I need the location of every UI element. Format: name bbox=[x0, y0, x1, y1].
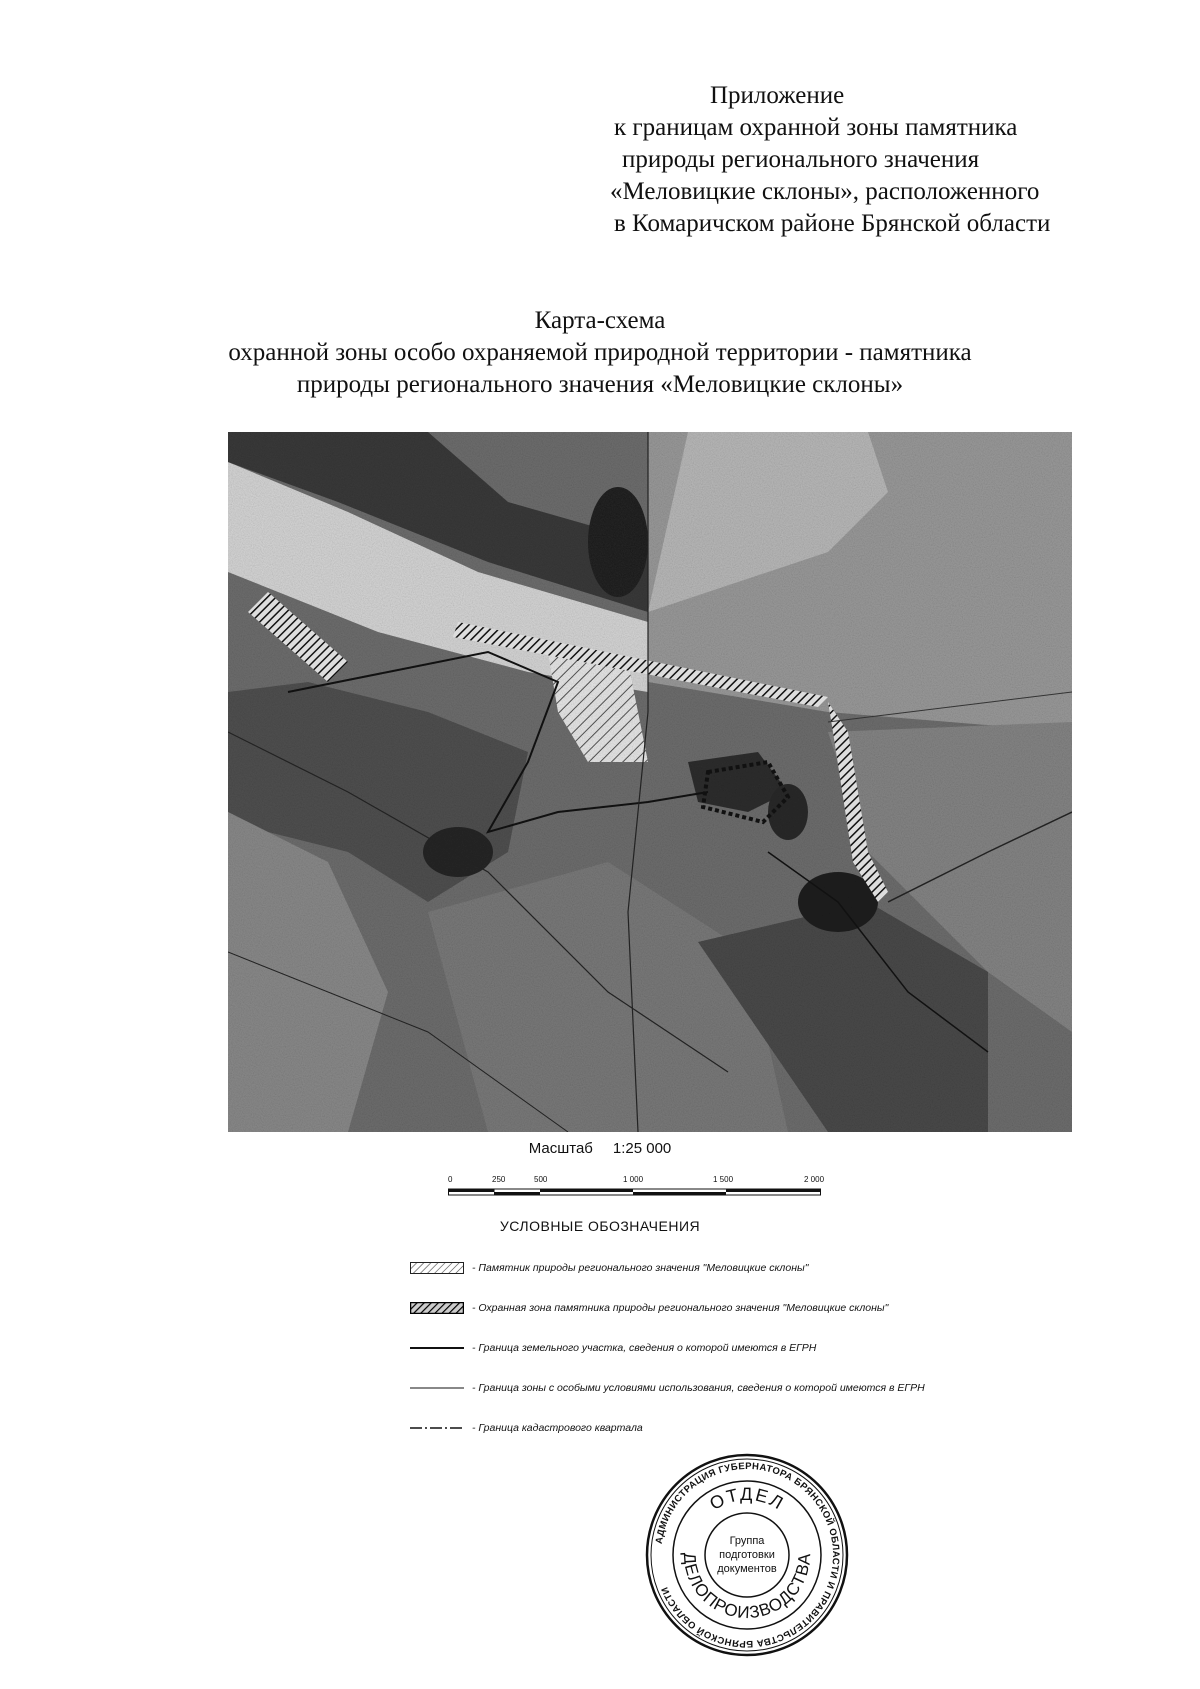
legend-item bbox=[410, 1378, 1130, 1398]
hatched-area-symbol bbox=[410, 1262, 464, 1274]
svg-text:ОТДЕЛ bbox=[706, 1484, 788, 1514]
stamp-center-line: документов bbox=[717, 1563, 777, 1575]
scale-value: 1:25 000 bbox=[612, 1140, 672, 1157]
scale-text: Масштаб bbox=[528, 1140, 593, 1157]
stamp-seal bbox=[644, 1452, 850, 1658]
scale-tick-label: 500 bbox=[534, 1175, 548, 1184]
scale-tick-label: 1 500 bbox=[713, 1175, 734, 1184]
legend-label: - Граница земельного участка, сведения о которой имеются в ЕГРН bbox=[472, 1342, 817, 1354]
stamp-center-line: подготовки bbox=[719, 1549, 775, 1561]
legend-title: УСЛОВНЫЕ ОБОЗНАЧЕНИЯ bbox=[499, 1218, 701, 1234]
scale-tick-label: 0 bbox=[448, 1175, 453, 1184]
scale-tick-label: 2 000 bbox=[804, 1175, 825, 1184]
office-stamp bbox=[644, 1452, 850, 1658]
legend-label: - Граница кадастрового квартала bbox=[472, 1422, 643, 1434]
map-title-line: Карта-схема bbox=[534, 307, 666, 334]
appendix-title: Приложение bbox=[710, 82, 845, 109]
legend-label: - Памятник природы регионального значения "Меловицкие склоны" bbox=[472, 1262, 809, 1274]
map-title-line: охранной зоны особо охраняемой природной территории - памятника bbox=[228, 339, 972, 366]
scale-tick-label: 1 000 bbox=[623, 1175, 644, 1184]
legend-label: - Граница зоны с особыми условиями использования, сведения о которой имеются в ЕГРН bbox=[472, 1382, 925, 1394]
dense-hatched-area-symbol bbox=[410, 1302, 464, 1314]
stamp-center-line: Группа bbox=[729, 1535, 765, 1547]
appendix-line: природы регионального значения bbox=[622, 146, 980, 173]
scale-bar-graphic bbox=[448, 1187, 848, 1199]
map-title bbox=[0, 305, 1200, 401]
scale-label bbox=[0, 1140, 1200, 1157]
stamp-middle-bottom: ДЕЛОПРОИЗВОДСТВА bbox=[679, 1551, 815, 1623]
stamp-middle-top: ОТДЕЛ bbox=[706, 1483, 788, 1515]
stamp-outer-text: АДМИНИСТРАЦИЯ ГУБЕРНАТОРА БРЯНСКОЙ ОБЛАСТИ И ПРАВИТЕЛЬСТВА БРЯНСКОЙ ОБЛАСТИ bbox=[653, 1460, 842, 1650]
appendix-header bbox=[600, 80, 1160, 240]
legend-label: - Охранная зона памятника природы регионального значения "Меловицкие склоны" bbox=[472, 1302, 889, 1314]
dash-dot-line-symbol bbox=[410, 1422, 464, 1434]
legend-item bbox=[410, 1338, 1130, 1358]
scale-tick-label: 250 bbox=[492, 1175, 506, 1184]
thin-line-symbol bbox=[410, 1382, 464, 1394]
scale-bar bbox=[448, 1175, 848, 1205]
map-title-line: природы регионального значения «Меловицкие склоны» bbox=[296, 371, 904, 398]
appendix-line: в Комаричском районе Брянской области bbox=[614, 210, 1051, 237]
appendix-line: «Меловицкие склоны», расположенного bbox=[610, 178, 1040, 205]
legend-item bbox=[410, 1418, 1130, 1438]
legend-item bbox=[410, 1258, 1130, 1278]
thick-line-symbol bbox=[410, 1342, 464, 1354]
map-image bbox=[228, 432, 1072, 1132]
map-drawing bbox=[228, 432, 1072, 1132]
legend-item bbox=[410, 1298, 1130, 1318]
appendix-line: к границам охранной зоны памятника bbox=[614, 114, 1018, 141]
legend bbox=[410, 1258, 1130, 1458]
